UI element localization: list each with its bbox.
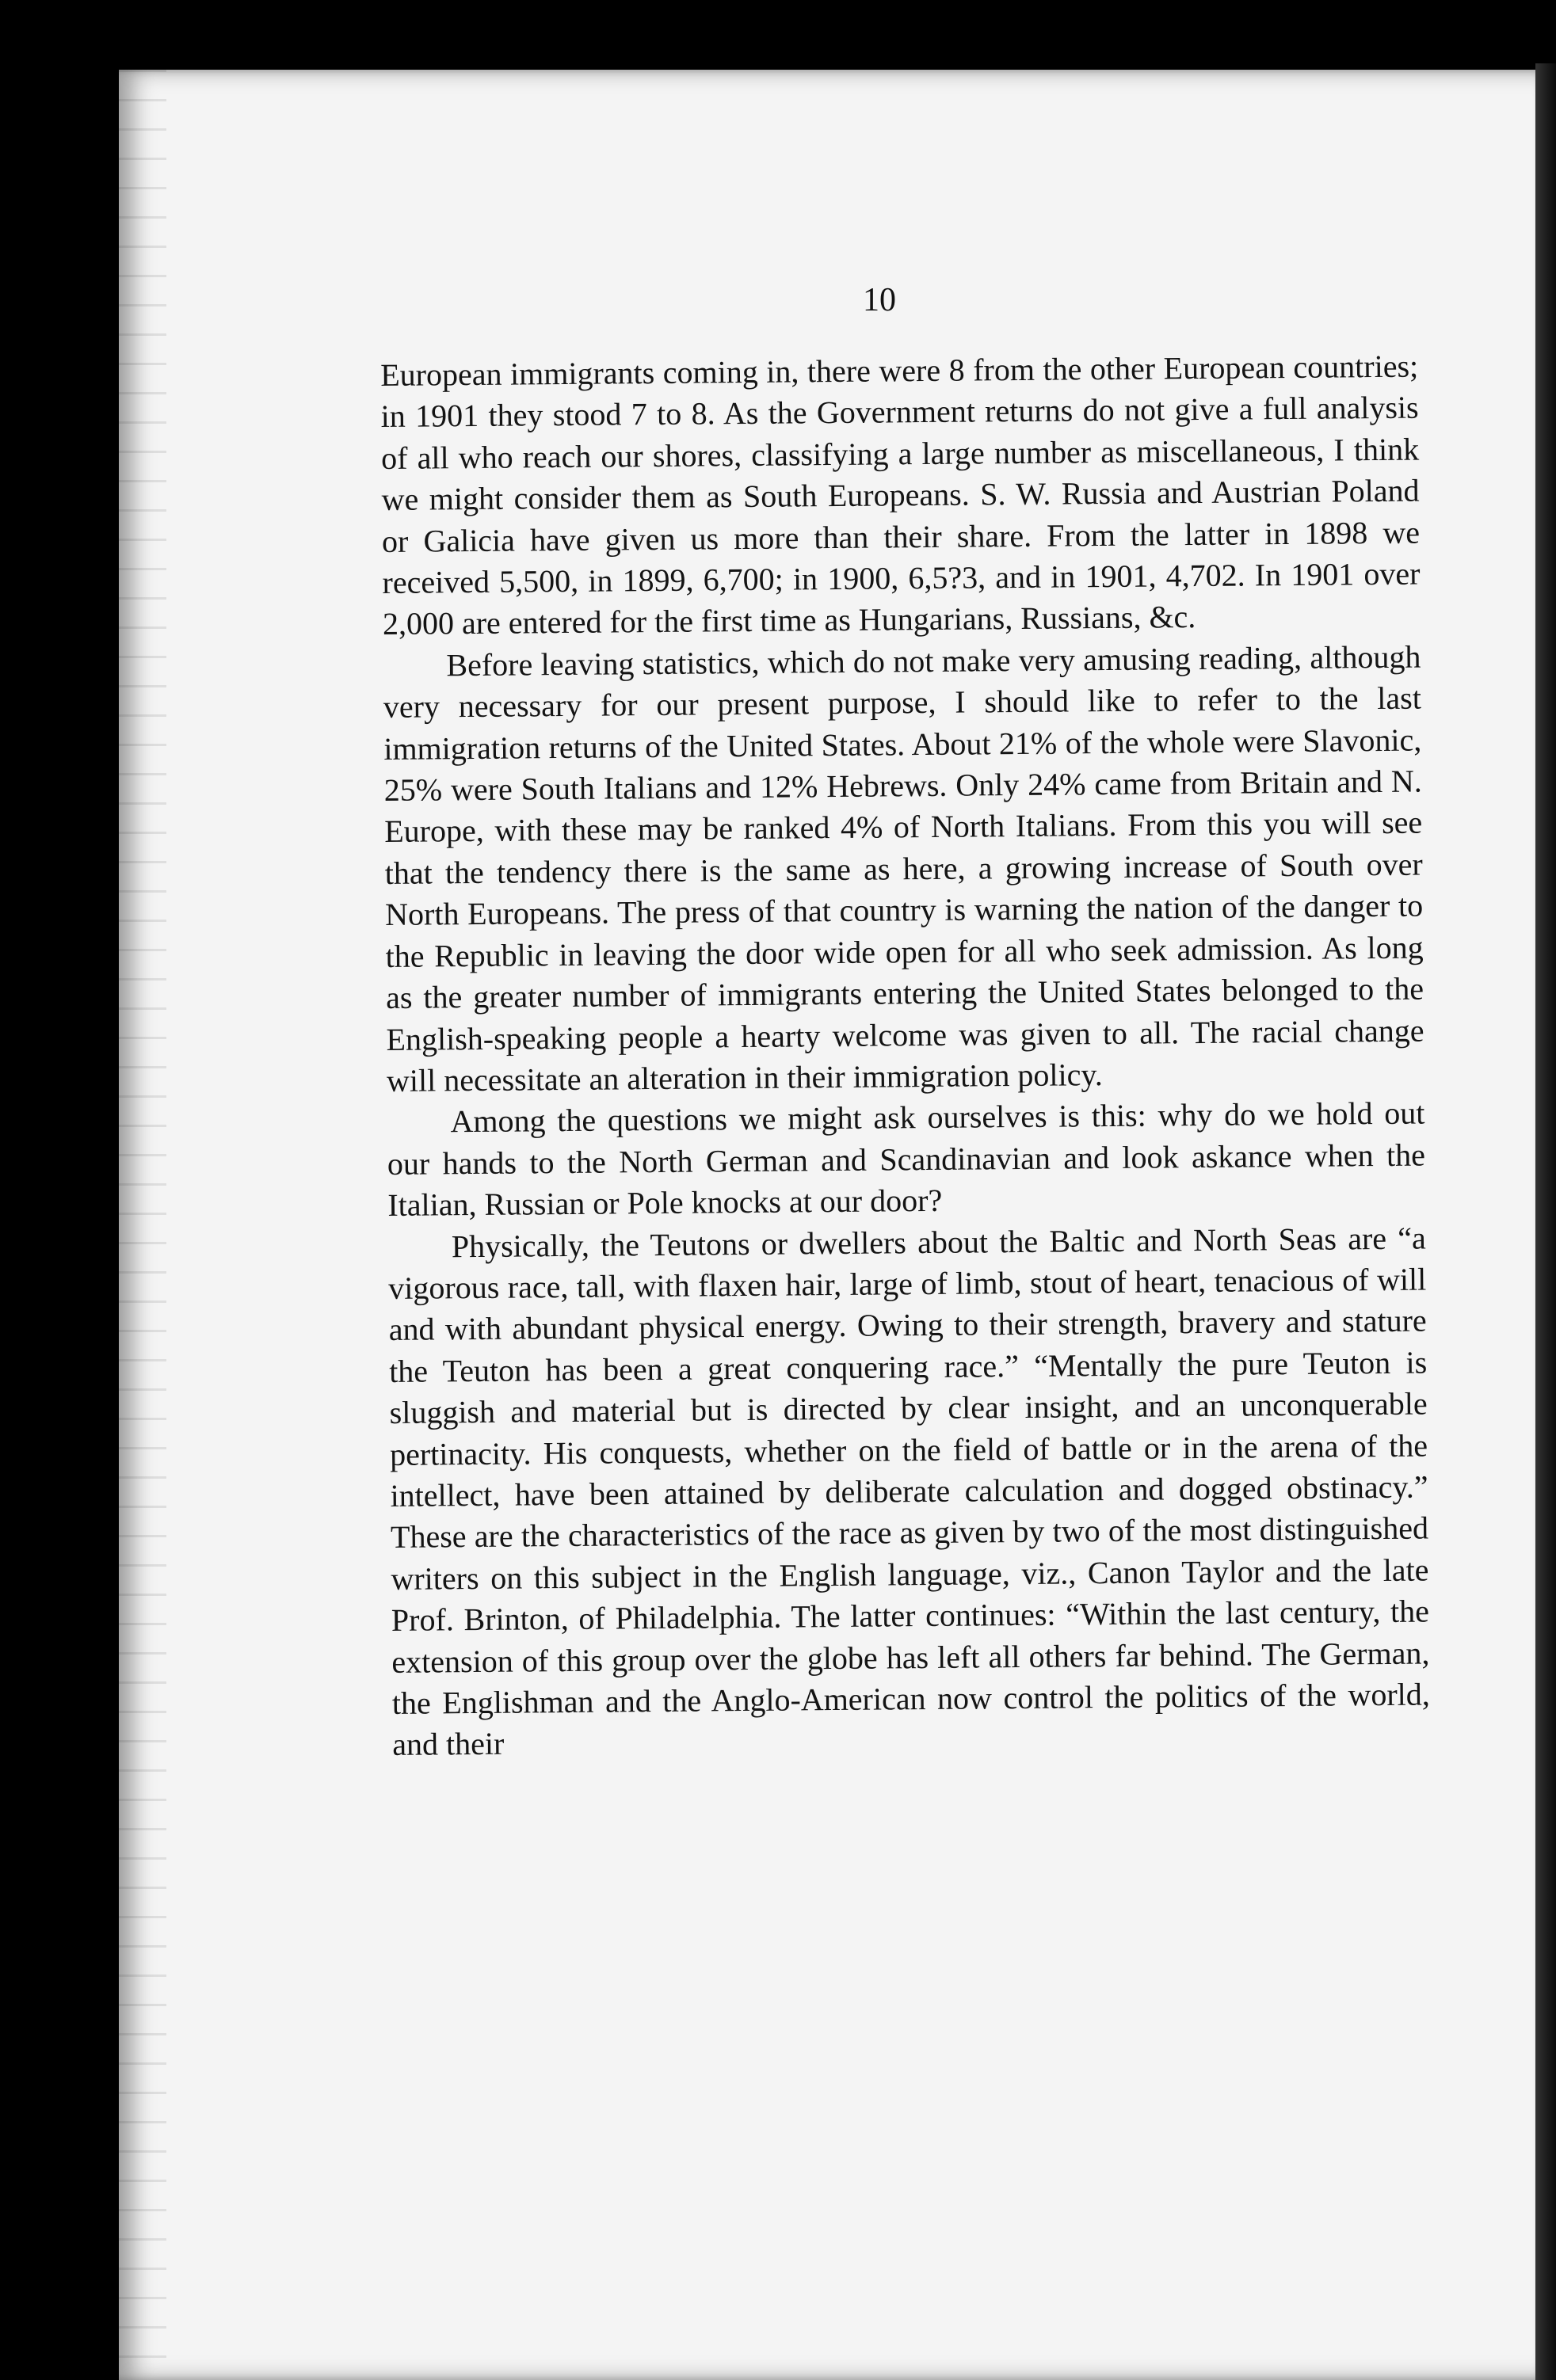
paragraph: Before leaving statistics, which do not make very amusing reading, although very necessary for our present purpose, I should like to refer to the last immigration returns of the United States. About 21% of the whole were Slavonic, 25% were South Italians and 12% Hebrews. Only 24% came from Britain and N. Europe, with these may be ranked 4% of North Italians. From this you will see that the tendency there is the same as here, a growing increase of South over North Europeans. The press of that country is warning the nation of the danger to the Republic in leaving the door wide open for all who seek admission. As long as the greater number of immigrants entering the United States belonged to the English-speaking people a hearty welcome was given to all. The racial change will necessitate an alteration in their immigration policy. — [383, 638, 1424, 1099]
paragraph: European immigrants coming in, there were 8 from the other European countries; in 1901 they stood 7 to 8. As the Government returns do not give a full analysis of all who reach our shores, classifying a large number as miscellaneous, I think we might consider them as South Europeans. S. W. Russia and Austrian Poland or Galicia have given us more than their share. From the latter in 1898 we received 5,500, in 1899, 6,700; in 1900, 6,5?3, and in 1901, 4,702. In 1901 over 2,000 are entered for the first time as Hungarians, Russians, &c. — [380, 348, 1421, 642]
body-text — [380, 346, 1430, 1766]
paragraph: Physically, the Teutons or dwellers about the Baltic and North Seas are “a vigorous race, tall, with flaxen hair, large of limb, stout of heart, tenacious of will and with abundant physical energy. Owing to their strength, bravery and stature the Teuton has been a great conquering race.” “Mentally the pure Teuton is sluggish and material but is directed by clear insight, and an unconquerable pertinacity. His conquests, whether on the field of battle or in the arena of the intellect, have been attained by deliberate calculation and dogged obstinacy.” These are the characteristics of the race as given by two of the most distinguished writers on this subject in the English language, viz., Canon Taylor and the late Prof. Brinton, of Philadelphia. The latter continues: “Within the last century, the extension of this group over the globe has left all others far behind. The German, the Englishman and the Anglo-American now control the politics of the world, and their — [388, 1220, 1431, 1763]
paragraph: Among the questions we might ask ourselves is this: why do we hold out our hands to the North German and Scandinavian and look askance when the Italian, Russian or Pole knocks at our door? — [387, 1095, 1426, 1224]
page-gutter — [119, 70, 166, 2380]
page-edge — [1535, 63, 1556, 2380]
page-number: 10 — [863, 282, 896, 318]
